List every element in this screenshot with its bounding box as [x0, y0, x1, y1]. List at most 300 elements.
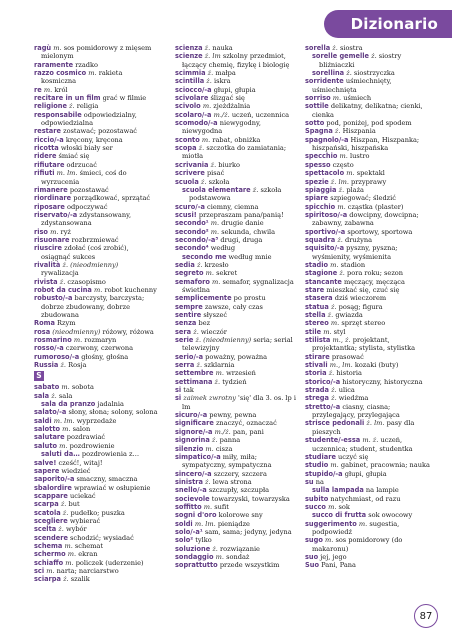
dictionary-entry	[305, 244, 435, 261]
entry-translation: przede wszystkim	[219, 561, 280, 570]
entry-translation: Hiszpania	[342, 127, 376, 136]
dictionary-entry	[305, 269, 435, 277]
entry-translation: szkoła podstawowa	[189, 185, 282, 203]
entry-headword: soffitto	[175, 502, 202, 511]
dictionary-entry	[34, 392, 158, 400]
entry-headword: solo²	[175, 536, 194, 545]
entry-headword: stadio	[305, 260, 329, 269]
dictionary-entry	[34, 228, 158, 236]
entry-headword: re	[34, 85, 42, 94]
entry-translation: zostawać; pozostawać	[63, 127, 137, 136]
entry-grammar: m.	[330, 461, 339, 470]
entry-headword: serra	[175, 361, 195, 370]
entry-grammar: ż. (nieodmienny)	[62, 260, 119, 269]
entry-translation: głośny, głośna	[81, 352, 129, 361]
entry-translation: według mnie	[228, 252, 272, 261]
dictionary-entry	[175, 353, 299, 361]
dictionary-entry	[175, 102, 299, 110]
dictionary-entry	[305, 228, 435, 236]
entry-grammar: ż.	[330, 302, 337, 311]
entry-headword: sentire	[175, 311, 202, 319]
entry-headword: recitare in un film	[34, 94, 101, 103]
entry-headword: rosso/-a	[34, 344, 64, 353]
dictionary-entry	[305, 102, 435, 119]
entry-translation: słony, słona; solony, solona	[68, 408, 158, 417]
dictionary-entry	[175, 294, 299, 302]
entry-grammar: m. lm.	[56, 169, 78, 178]
entry-headword: succo di frutta	[312, 511, 367, 520]
entry-grammar: ż.	[196, 260, 203, 269]
dictionary-entry	[305, 94, 435, 102]
dictionary-entry	[175, 186, 299, 203]
dictionary-entry	[305, 178, 435, 186]
dictionary-entry	[34, 278, 158, 286]
dictionary-entry	[34, 127, 158, 135]
entry-translation: różowy, różowa	[102, 327, 154, 336]
dictionary-entry	[175, 244, 299, 252]
dictionary-entry	[305, 561, 435, 569]
dictionary-entry	[34, 517, 158, 525]
dictionary-entry	[305, 119, 435, 127]
entry-grammar: m.	[202, 102, 212, 111]
entry-headword: sondaggio	[175, 552, 214, 561]
dictionary-entry	[34, 286, 158, 294]
entry-headword: soprattutto	[175, 561, 218, 570]
entry-grammar: m., ż.	[332, 336, 351, 345]
entry-headword: scivolo	[175, 102, 201, 111]
entry-headword: razzo cosmico	[34, 69, 87, 78]
entry-translation: styl	[333, 327, 346, 336]
dictionary-entry	[175, 553, 299, 561]
entry-translation: wprawiać w osłupienie	[73, 483, 151, 492]
entry-grammar: m.	[93, 285, 103, 294]
dictionary-entry	[175, 86, 299, 94]
entry-headword: schiaffo	[34, 558, 64, 567]
entry-headword: scienza	[175, 44, 203, 52]
dictionary-entry	[175, 236, 299, 244]
entry-translation: lustro	[350, 152, 370, 161]
entry-translation: znaczyć, oznaczać	[215, 419, 277, 428]
dictionary-entry	[34, 102, 158, 110]
dictionary-entry	[34, 484, 158, 492]
dictionary-entry	[305, 44, 435, 52]
dictionary-entry	[305, 211, 435, 228]
dictionary-entry	[305, 261, 435, 269]
entry-headword: spiaggia	[305, 185, 337, 194]
entry-translation: wieczór	[200, 327, 227, 336]
entry-translation: robot kuchenny	[104, 285, 157, 294]
dictionary-entry	[34, 61, 158, 69]
entry-headword: scopa	[175, 144, 197, 153]
entry-grammar: ż.	[334, 127, 341, 136]
entry-translation: pod, poniżej, pod spodem	[326, 119, 412, 128]
entry-translation: sugestia, podpowiedź	[312, 519, 400, 536]
dictionary-entry	[175, 328, 299, 336]
dictionary-entry	[175, 203, 299, 211]
dictionary-entry	[34, 450, 158, 458]
entry-translation: włoski biały ser	[60, 144, 113, 153]
entry-grammar: m.	[215, 369, 224, 378]
entry-headword: stilista	[305, 336, 331, 345]
entry-headword: robusto/-a	[34, 294, 73, 303]
dictionary-entry	[34, 400, 158, 408]
entry-translation: sala	[58, 391, 73, 400]
entry-headword: scolaro/-a	[175, 110, 212, 119]
entry-grammar: (nieodmienny)	[52, 327, 101, 336]
entry-headword: schermo	[34, 550, 66, 559]
entry-translation: szpiegować; śledzić	[330, 194, 396, 203]
entry-headword: scrivania	[175, 160, 209, 169]
entry-translation: uczeń, uczennica; student, studentka	[312, 436, 413, 453]
entry-grammar: m.	[203, 502, 213, 511]
entry-headword: salotto	[34, 425, 60, 434]
dictionary-entry	[34, 408, 158, 416]
entry-headword: sotto	[305, 119, 325, 128]
entry-headword: sera	[175, 327, 192, 336]
entry-headword: riuscire	[34, 244, 63, 253]
entry-headword: succo	[305, 502, 326, 511]
entry-headword: soldi	[175, 519, 193, 528]
dictionary-entry	[34, 186, 158, 194]
entry-headword: Spagna	[305, 127, 333, 136]
entry-headword: risuonare	[34, 235, 70, 244]
entry-headword: riccio/-a	[34, 135, 64, 144]
entry-translation: kręcony, kręcona	[65, 135, 123, 144]
dictionary-entry	[34, 261, 158, 278]
dictionary-entry	[305, 403, 435, 420]
entry-headword: secondo me	[182, 252, 227, 261]
entry-translation: salon	[72, 425, 91, 434]
dictionary-entry	[34, 442, 158, 450]
dictionary-entry	[34, 361, 158, 369]
dictionary-entry	[305, 169, 435, 177]
entry-translation: pisać	[206, 169, 225, 178]
dictionary-entry	[34, 161, 158, 169]
dictionary-entry	[175, 94, 299, 102]
dictionary-entry	[34, 336, 158, 344]
entry-grammar: ż.	[51, 391, 57, 400]
dictionary-entry	[34, 111, 158, 128]
entry-headword: stella	[305, 311, 326, 319]
entry-headword: sedia	[175, 260, 195, 269]
column-2	[175, 44, 299, 570]
entry-translation: sondaż	[226, 552, 250, 561]
entry-grammar: m.	[210, 219, 220, 228]
entry-grammar: ż.	[328, 369, 335, 378]
entry-translation: szczery, szczera	[213, 469, 267, 478]
dictionary-entry	[34, 475, 158, 483]
entry-headword: riservato/-a	[34, 210, 78, 219]
dictionary-entry	[175, 453, 299, 470]
entry-translation: kozaki (buty)	[354, 361, 399, 370]
dictionary-entry	[305, 419, 435, 436]
entry-translation: porządkować, sprzątać	[73, 194, 151, 203]
dictionary-entry	[34, 542, 158, 550]
entry-translation: siostry bliźniaczki	[319, 52, 402, 69]
entry-translation: panna	[219, 436, 241, 445]
entry-translation: plaża	[346, 185, 364, 194]
entry-headword: ridere	[34, 152, 57, 161]
entry-translation: Rzym	[57, 319, 76, 328]
dictionary-entry	[175, 253, 299, 261]
entry-headword: statua	[305, 302, 329, 311]
entry-translation: sekunda, chwila	[221, 227, 276, 236]
entry-grammar: m.	[332, 94, 342, 103]
dictionary-entry	[175, 436, 299, 444]
dictionary-entry	[305, 236, 435, 244]
entry-translation: barczysty, barczysta; dobrze zbudowany, dobrze zbudowana	[41, 294, 145, 319]
dictionary-entry	[305, 461, 435, 469]
entry-grammar: ż.	[60, 361, 67, 370]
entry-grammar: m. ż.	[362, 436, 379, 445]
entry-translation: rywalizacja	[41, 269, 79, 278]
entry-translation: odpoczywać	[66, 202, 108, 211]
dictionary-entry	[34, 144, 158, 152]
entry-grammar: m.	[43, 85, 53, 94]
entry-headword: sciarpa	[34, 575, 61, 584]
entry-headword: strega	[305, 394, 329, 403]
dictionary-entry	[305, 478, 435, 486]
entry-grammar: ż.	[252, 185, 259, 194]
entry-translation: ryż	[60, 227, 71, 236]
entry-headword: signore/-a	[175, 427, 213, 436]
dictionary-entry	[305, 486, 435, 494]
entry-headword: sconto	[175, 135, 200, 144]
entry-headword: sala da pranzo	[41, 400, 96, 409]
entry-translation: po prostu	[233, 294, 266, 303]
dictionary-entry	[305, 69, 435, 77]
entry-grammar: ż.	[212, 544, 218, 553]
entry-headword: suggerimento	[305, 519, 357, 528]
dictionary-entry	[175, 111, 299, 119]
entry-translation: pieniądze	[217, 519, 250, 528]
entry-headword: rosmarino	[34, 336, 72, 345]
entry-grammar: ż.	[59, 277, 66, 286]
dictionary-entry	[34, 44, 158, 61]
dictionary-entry	[175, 528, 299, 536]
entry-grammar: ż.	[339, 269, 345, 278]
dictionary-entry	[175, 561, 299, 569]
entry-translation: jadalnia	[97, 400, 124, 409]
entry-translation: dowcipny, dowcipna; zabawny, zabawna	[312, 210, 419, 228]
entry-headword: studiare	[305, 452, 336, 461]
entry-translation: posąg; figura	[338, 302, 383, 311]
entry-headword: scatola	[34, 508, 61, 517]
entry-headword: strisce pedonali	[305, 419, 365, 428]
dictionary-entry	[34, 244, 158, 261]
entry-translation: krzesło	[204, 260, 229, 269]
dictionary-entry	[175, 161, 299, 169]
entry-headword: squisito/-a	[305, 244, 345, 253]
dictionary-entry	[175, 261, 299, 269]
entry-headword: ricotta	[34, 144, 59, 153]
entry-translation: pozostawać	[69, 185, 109, 194]
entry-grammar: ż. lm	[204, 52, 221, 61]
entry-translation: biurko	[218, 160, 240, 169]
entry-translation: rozwiązanie	[220, 544, 260, 553]
dictionary-entry	[175, 77, 299, 85]
entry-translation: król	[54, 85, 68, 94]
entry-headword: strada	[305, 386, 329, 395]
entry-headword: scomodo/-a	[175, 119, 218, 128]
entry-translation: cząstka (plaster)	[347, 202, 404, 211]
dictionary-entry	[305, 203, 435, 211]
dictionary-entry	[175, 169, 299, 177]
entry-headword: sorridente	[305, 77, 344, 86]
entry-grammar: ż.	[331, 394, 337, 403]
dictionary-entry	[175, 119, 299, 136]
dictionary-entry	[175, 386, 299, 394]
entry-headword: stereo	[305, 319, 329, 328]
entry-headword: rifiuti	[34, 169, 55, 178]
entry-headword: socievole	[175, 494, 210, 503]
entry-headword: scuro/-a	[175, 202, 205, 211]
entry-translation: pyszny, pyszna; wyśmienity, wyśmienita	[312, 244, 398, 261]
entry-headword: spicchio	[305, 202, 336, 211]
entry-grammar: ż.	[327, 311, 334, 319]
dictionary-entry	[305, 52, 435, 69]
entry-headword: restare	[34, 127, 61, 136]
entry-headword: sulla lampada	[312, 486, 364, 495]
entry-translation: grać w filmie	[102, 94, 147, 103]
dictionary-entry	[305, 511, 435, 519]
entry-headword: sincero/-a	[175, 469, 212, 478]
entry-translation: siostrzyczka	[353, 69, 395, 78]
entry-translation: gwiazda	[335, 311, 363, 319]
entry-translation: rzadko	[75, 60, 98, 69]
dictionary-entry	[175, 411, 299, 419]
entry-grammar: m.	[62, 425, 71, 434]
entry-headword: serie	[175, 336, 194, 345]
entry-headword: senza	[175, 319, 197, 328]
entry-headword: salutare	[34, 433, 65, 442]
entry-translation: ślizgać się	[210, 94, 245, 103]
entry-headword: studio	[305, 461, 329, 470]
entry-headword: ragù	[34, 44, 52, 52]
dictionary-entry	[175, 69, 299, 77]
entry-translation: rozmaryn	[84, 336, 117, 345]
dictionary-entry	[175, 419, 299, 427]
entry-translation: szkolny przedmiot, łączący chemię, fizykę i biologię	[182, 52, 290, 69]
dictionary-entry	[175, 495, 299, 503]
entry-translation: poważny, poważna	[205, 352, 268, 361]
entry-translation: nauka	[212, 44, 233, 52]
entry-grammar: m.	[215, 552, 225, 561]
dictionary-entry	[305, 319, 435, 327]
entry-translation: sam, sama; jedyny, jedyna	[204, 527, 292, 536]
entry-translation: śmiać się	[58, 152, 90, 161]
entry-headword: scegliere	[34, 516, 68, 525]
entry-grammar: m.	[346, 169, 355, 178]
entry-headword: saporito/-a	[34, 475, 75, 484]
dictionary-entry	[175, 44, 299, 52]
entry-translation: religia	[76, 102, 99, 111]
dictionary-entry	[34, 383, 158, 391]
dictionary-entry	[175, 361, 299, 369]
dictionary-entry	[175, 520, 299, 528]
entry-grammar: m.	[65, 558, 74, 567]
entry-translation: śmieci, coś do wyrzucenia	[41, 169, 127, 186]
entry-translation: czasopismo	[67, 277, 106, 286]
entry-headword: serio/-a	[175, 352, 204, 361]
entry-headword: sbalordire	[34, 483, 72, 492]
dictionary-entry	[34, 467, 158, 475]
dictionary-entry	[305, 303, 435, 311]
dictionary-entry	[34, 344, 158, 352]
entry-grammar: m.	[328, 502, 337, 511]
entry-translation: Rosja	[68, 361, 87, 370]
dictionary-entry	[34, 69, 158, 86]
entry-grammar: m.	[53, 44, 62, 52]
dictionary-entry	[34, 509, 158, 517]
entry-translation: sekret	[216, 269, 238, 278]
entry-translation: mieszkać się, czuć się	[326, 285, 400, 294]
entry-translation: szkoła	[208, 177, 230, 186]
entry-grammar: m./ż.	[214, 427, 231, 436]
entry-headword: scarpa	[34, 500, 59, 509]
entry-grammar: m.	[205, 444, 214, 453]
entry-headword: spettacolo	[305, 169, 345, 178]
entry-translation: jej, jego	[320, 552, 347, 561]
dictionary-entry	[305, 286, 435, 294]
entry-grammar: ż. lm.	[330, 177, 349, 186]
dictionary-entry	[175, 219, 299, 227]
entry-headword: sogni d'oro	[175, 511, 217, 520]
dictionary-entry	[175, 228, 299, 236]
entry-translation: tak	[183, 386, 194, 395]
entry-grammar: ż. (nieodmienny)	[195, 336, 252, 345]
entry-headword: raramente	[34, 60, 74, 69]
entry-translation: towarzyski, towarzyska	[211, 494, 290, 503]
entry-translation: szczupły, szczupła	[208, 486, 270, 495]
dictionary-entry	[305, 378, 435, 386]
entry-headword: responsabile	[34, 110, 82, 119]
entry-translation: stadion	[340, 260, 366, 269]
dictionary-entry	[305, 127, 435, 135]
entry-grammar: ż.	[204, 44, 211, 52]
entry-grammar: ż.	[331, 386, 337, 395]
dictionary-entry	[305, 386, 435, 394]
entry-grammar: m.	[323, 327, 332, 336]
entry-translation: pudełko; puszka	[70, 508, 125, 517]
entry-headword: spesso	[305, 160, 331, 169]
entry-headword: settimana	[175, 377, 213, 386]
dictionary-entry	[175, 378, 299, 386]
entry-headword: subito	[305, 494, 329, 503]
entry-grammar: ż.	[206, 77, 212, 86]
entry-headword: salve!	[34, 458, 57, 467]
entry-headword: sorelle gemelle	[312, 52, 369, 61]
entry-grammar: ż.	[58, 525, 64, 534]
dictionary-entry	[34, 152, 158, 160]
entry-headword: snello/-a	[175, 486, 207, 495]
entry-translation: odpowiedzialny, odpowiedzialna	[41, 110, 137, 128]
entry-grammar: m. lm.	[53, 416, 75, 425]
entry-translation: delikatny, delikatna; cienki, cienka	[312, 102, 423, 119]
dictionary-entry	[175, 478, 299, 486]
entry-grammar: ż.	[198, 144, 205, 153]
dictionary-entry	[34, 567, 158, 575]
entry-headword: Suo	[305, 561, 319, 570]
entry-translation: projektant, projektantka; stylista, stylistka	[312, 336, 416, 353]
entry-translation: iskra	[213, 77, 231, 86]
dictionary-entry	[34, 194, 158, 202]
entry-headword: sci	[34, 566, 45, 575]
column-3	[305, 44, 435, 570]
entry-translation: według	[210, 244, 236, 253]
entry-headword: solo/-a¹	[175, 527, 203, 536]
dictionary-entry	[305, 536, 435, 553]
